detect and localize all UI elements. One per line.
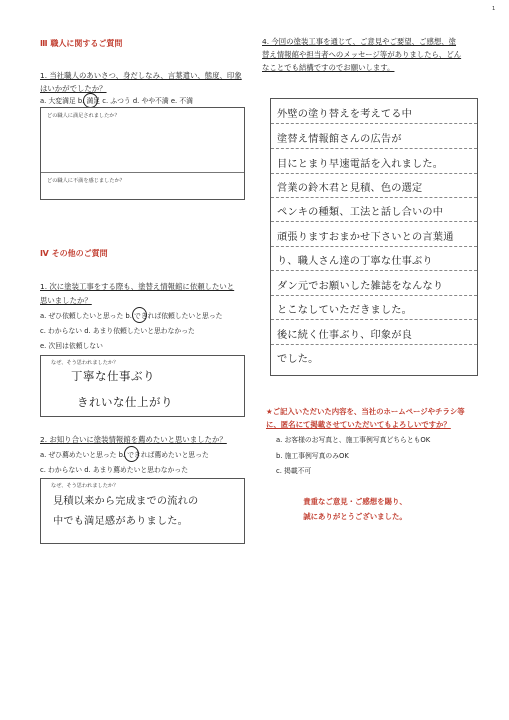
section3-q1: 1. 当社職人のあいさつ、身だしなみ、言葉遣い、態度、印象	[40, 71, 242, 80]
section4-q2-option-1: a. ぜひ薦めたいと思った b. できれば薦めたいと思った	[40, 451, 209, 459]
section4-q2-option-2: c. わからない d. あまり薦めたいと思わなかった	[40, 466, 188, 474]
comment-handwritten-line-4: 営業の鈴木君と見積、色の選定	[277, 183, 423, 194]
thanks-line-1: 貴重なご意見・ご感想を賜り、	[303, 497, 407, 506]
box2-label: どの職人に不満を感じましたか？	[47, 178, 125, 184]
consent-line-1: ★ご記入いただいた内容を、当社のホームページやチラシ等	[266, 407, 465, 416]
q1-reason-box	[40, 355, 245, 417]
q1-handwritten-line-1: 丁寧な仕事ぶり	[71, 369, 155, 383]
craftsman-feedback-box	[40, 107, 245, 200]
q4-title-line-2: 替え情報館や担当者へのメッセージ等がありましたら、どん	[262, 50, 462, 59]
section4-q2: 2. お知り合いに塗装情報館を薦めたいと思いましたか？	[40, 435, 227, 444]
comment-handwritten-line-3: 目にとまり早速電話を入れました。	[277, 159, 444, 170]
selected-option-b-circle	[124, 446, 139, 462]
consent-option-c: c. 掲載不可	[276, 467, 312, 475]
comment-box	[270, 98, 478, 376]
box1-label: どの職人に満足されましたか？	[47, 113, 120, 119]
consent-option-a: a. お客様のお写真と、施工事例写真どちらともOK	[276, 436, 431, 444]
comment-handwritten-line-7: り、職人さん達の丁寧な仕事ぶり	[277, 256, 433, 267]
comment-handwritten-line-5: ペンキの種類、工法と話し合いの中	[277, 207, 444, 218]
q4-title-line-3: なことでも結構ですのでお願いします。	[262, 63, 395, 72]
selected-option-b-circle	[83, 93, 98, 108]
thanks-line-2: 誠にありがとうございました。	[303, 512, 407, 521]
section4-q1-option-2: c. わからない d. あまり依頼したいと思わなかった	[40, 327, 195, 335]
q2-reason-label: なぜ、そう思われましたか？	[51, 483, 119, 489]
q1-handwritten-line-2: きれいな仕上がり	[77, 395, 173, 409]
q1-reason-label: なぜ、そう思われましたか？	[51, 360, 119, 366]
section3-q1-cont: はいかがでしたか？	[40, 84, 107, 93]
page-corner-mark: 1	[492, 6, 496, 12]
comment-handwritten-line-10: 後に続く仕事ぶり、印象が良	[277, 330, 413, 341]
comment-handwritten-line-2: 塗替え情報館さんの広告が	[277, 134, 402, 145]
comment-handwritten-line-11: でした。	[277, 354, 319, 365]
consent-line-2: に、匿名にて掲載させていただいてもよろしいですか？	[266, 420, 451, 429]
q4-title-line-1: 4. 今回の塗装工事を通じて、ご意見やご要望、ご感想、塗	[262, 37, 457, 46]
section3-q1-options: a. 大変満足 b. 満足 c. ふつう d. やや不満 e. 不満	[40, 97, 193, 105]
consent-option-b: b. 施工事例写真のみOK	[276, 452, 349, 460]
section4-q1: 1. 次に塗装工事をする際も、塗替え情報館に依頼したいと	[40, 282, 235, 291]
section4-q1-option-1: a. ぜひ依頼したいと思った b. できれば依頼したいと思った	[40, 312, 223, 320]
q2-handwritten-line-1: 見積以来から完成までの流れの	[53, 496, 199, 507]
selected-option-b-circle	[132, 307, 147, 323]
section4-title: Ⅳ その他のご質問	[40, 249, 108, 258]
q2-reason-box	[40, 478, 245, 544]
thank-you-message	[280, 494, 430, 524]
comment-handwritten-line-6: 頑張りますおまかせ下さいとの言葉通	[277, 232, 454, 243]
comment-handwritten-line-8: ダン元でお願いした雑誌をなんなり	[277, 281, 444, 292]
section3-title: Ⅲ 職人に関するご質問	[40, 39, 123, 48]
comment-handwritten-line-9: とこなしていただきました。	[277, 305, 413, 316]
q2-handwritten-line-2: 中でも満足感がありました。	[53, 516, 189, 527]
publication-consent-question	[266, 405, 465, 431]
section4-q1-cont: 思いましたか？	[40, 296, 92, 305]
comment-handwritten-line-1: 外壁の塗り替えを考えてる中	[277, 109, 413, 120]
section4-q1-option-3: e. 次回は依頼しない	[40, 342, 103, 350]
